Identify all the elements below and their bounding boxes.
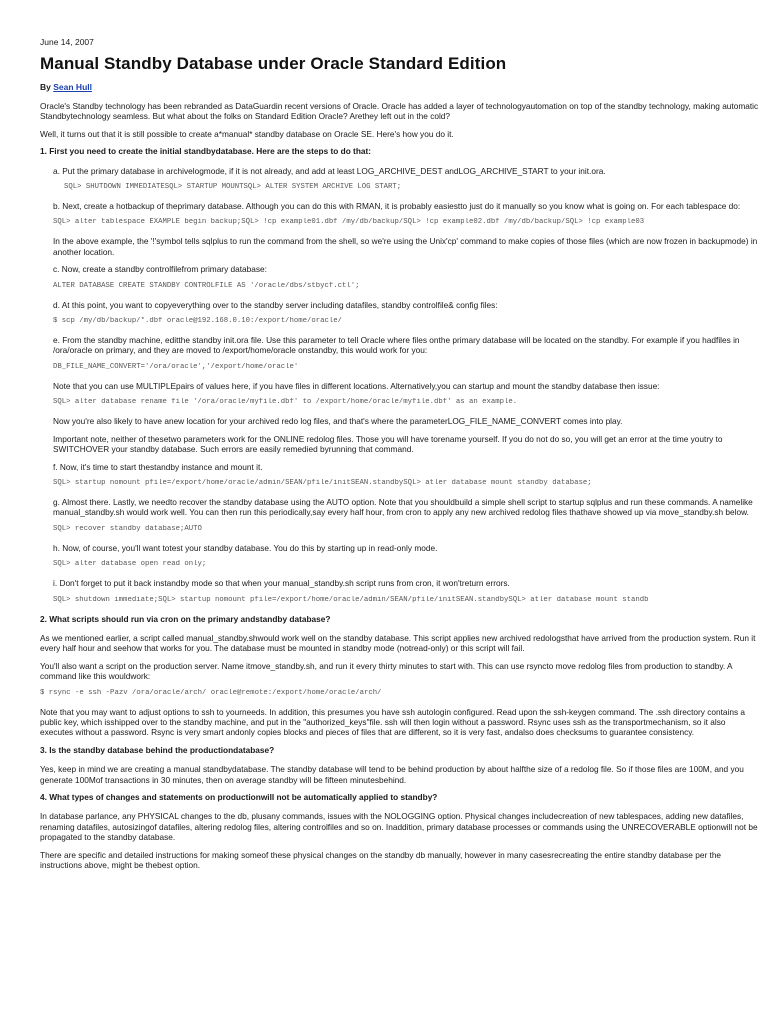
author-link[interactable]: Sean Hull [53, 82, 92, 92]
section-4-paragraph-1: In database parlance, any PHYSICAL changes to the db, plusany commands, issues with the NOLOGGING option. Physical changes includecreation of new tablespaces, adding new datafiles, renaming datafiles, autosizingof datafiles, altering redolog files, altering controlfiles and so on. Inaddition, primary database processes or commands using the UNRECOVERABLE optionwill not be propagated to the standby database. [40, 811, 758, 843]
section-4-paragraph-2: There are specific and detailed instructions for making someof these physical changes on the standby db manually, however in many casesrecreating the entire standby database per the instructions above, might be thebest option. [40, 849, 722, 871]
code-block-c: ALTER DATABASE CREATE STANDBY CONTROLFILE AS '/oracle/dbs/stbycf.ctl'; [53, 281, 360, 290]
step-d: d. At this point, you want to copyeverything over to the standby server including datafiles, standby controlfile& config files: [53, 299, 498, 310]
step-e-note: Note that you can use MULTIPLEpairs of values here, if you have files in different locations. Alternatively,you can startup and mount the standby database then issue: [53, 380, 660, 391]
article-body [40, 37, 760, 877]
code-block-e2: SQL> alter database rename file '/ora/oracle/myfile.dbf' to /export/home/oracle/myfile.dbf' as an example. [53, 398, 518, 407]
step-h: h. Now, of course, you'll want totest your standby database. You do this by starting up in read-only mode. [53, 542, 438, 553]
code-block-h: SQL> alter database open read only; [53, 560, 207, 569]
step-e: e. From the standby machine, editthe standby init.ora file. Use this parameter to tell Oracle where files onthe primary database will be located on the standby. For example if you hadfiles in /ora/oracle on primary, and they are moved to /export/home/oracle onstandby, this would work for you: [53, 335, 740, 356]
section-2-code: $ rsync -e ssh -Pazv /ora/oracle/arch/ oracle@remote:/export/home/oracle/arch/ [40, 688, 382, 697]
intro-paragraph-2: Well, it turns out that it is still possible to create a*manual* standby database on Oracle SE. Here's how you do it. [40, 128, 454, 139]
article-title: Manual Standby Database under Oracle Standard Edition [40, 54, 507, 73]
section-2-paragraph-3: Note that you may want to adjust options to ssh to yourneeds. In addition, this presumes you have ssh autologin configured. Read upon the ssh-keygen command. The .ssh directory contains a public key, which isshipped over to the standby machine, and put in the "authorized_keys"file. ssh will then login without a password. Rsync uses ssh as the transportmechanism, so it also executes without a password. Rsync is very smart andonly copies blocks and pieces of files that are different, so it is very fast, andalso does checksums to guarantee consistency. [40, 706, 746, 738]
section-2-paragraph-2: You'll also want a script on the production server. Name itmove_standby.sh, and run it every thirty minutes to start with. This can use rsyncto move redolog files from production to standby. A command like this wouldwork: [40, 660, 733, 682]
code-block-d: $ scp /my/db/backup/*.dbf oracle@192.168.0.10:/export/home/oracle/ [53, 317, 343, 326]
byline [40, 82, 760, 92]
step-e-note-2: Now you're also likely to have anew location for your archived redo log files, and that's where the parameterLOG_FILE_NAME_CONVERT comes into play. [53, 416, 623, 427]
step-b-note: In the above example, the '!'symbol tells sqlplus to run the command from the shell, so we're using the Unix'cp' command to make copies of those files (which are now frozen in backupmode) in another location. [53, 236, 758, 257]
section-3-heading: 3. Is the standby database behind the productiondatabase? [40, 744, 275, 755]
by-label: By [40, 82, 51, 92]
step-f: f. Now, it's time to start thestandby instance and mount it. [53, 461, 263, 472]
code-block-a: SQL> SHUTDOWN IMMEDIATESQL> STARTUP MOUNTSQL> ALTER SYSTEM ARCHIVE LOG START; [64, 183, 402, 192]
intro-paragraph: Oracle's Standby technology has been rebranded as DataGuardin recent versions of Oracle. Oracle has added a layer of technologyautomation on top of the standby technology, making automatic Standbytechnology seamless. But what about the folks on Standard Edition Oracle? Arethey left out in the cold? [40, 101, 759, 122]
code-block-b: SQL> alter tablespace EXAMPLE begin backup;SQL> !cp example01.dbf /my/db/backup/SQL> !cp example02.dbf /my/db/backup/SQL> !cp example03 [53, 218, 645, 227]
section-3-paragraph-1: Yes, keep in mind we are creating a manual standbydatabase. The standby database will tend to be behind production by about halfthe size of a redolog file. So if those files are 100M, and you generate 100Mof transactions in 30 minutes, then on average standby will be fifteen minutesbehind. [40, 764, 744, 785]
step-i: i. Don't forget to put it back instandby mode so that when your manual_standby.sh script runs from cron, it won'treturn errors. [53, 578, 510, 589]
code-block-f: SQL> startup nomount pfile=/export/home/oracle/admin/SEAN/pfile/initSEAN.standbySQL> atler database mount standby database; [53, 478, 592, 487]
section-1-heading: 1. First you need to create the initial standbydatabase. Here are the steps to do that: [40, 146, 372, 157]
section-2-heading: 2. What scripts should run via cron on the primary andstandby database? [40, 613, 331, 624]
section-4-heading: 4. What types of changes and statements on productionwill not be automatically applied to standby? [40, 792, 438, 802]
code-block-i: SQL> shutdown immediate;SQL> startup nomount pfile=/export/home/oracle/admin/SEAN/pfile/initSEAN.standbySQL> atler database mount standb [53, 595, 649, 604]
step-e-note-3: Important note, neither of thesetwo parameters work for the ONLINE redolog files. Those you will have torename yourself. If you do not do so, you will get an error at the time youtry to SWITCHOVER your standby database. Such errors are easily remedied byrunning that command. [53, 433, 723, 455]
step-c: c. Now, create a standby controlfilefrom primary database: [53, 264, 267, 275]
step-b: b. Next, create a hotbackup of theprimary database. Although you can do this with RMAN, it is probably easiestto just do it manually so you know what is going on. For each tablespace do: [53, 201, 741, 212]
step-g: g. Almost there. Lastly, we needto recover the standby database using the AUTO option. Note that you shouldbuild a simple shell script to startup sqlplus and run these commands. A namelike manual_standby.sh would work well. You can then run this periodically,say every half hour, from cron to apply any new archived redolog files thathave showed up via move_standby.sh below. [53, 496, 753, 518]
article-date: June 14, 2007 [40, 37, 94, 47]
code-block-e: DB_FILE_NAME_CONVERT='/ora/oracle','/export/home/oracle' [53, 362, 299, 371]
step-a: a. Put the primary database in archivelogmode, if it is not already, and add at least LOG_ARCHIVE_DEST andLOG_ARCHIVE_START to your init.ora. [53, 165, 606, 176]
code-block-g: SQL> recover standby database;AUTO [53, 524, 202, 533]
section-2-paragraph-1: As we mentioned earlier, a script called manual_standby.shwould work well on the standby database. This script applies new archived redologsthat have arrived from the production system. Run it every half hour and seehow that works for you. The database must be mounted in standby mode (notread-only) or this script will fail. [40, 632, 756, 654]
